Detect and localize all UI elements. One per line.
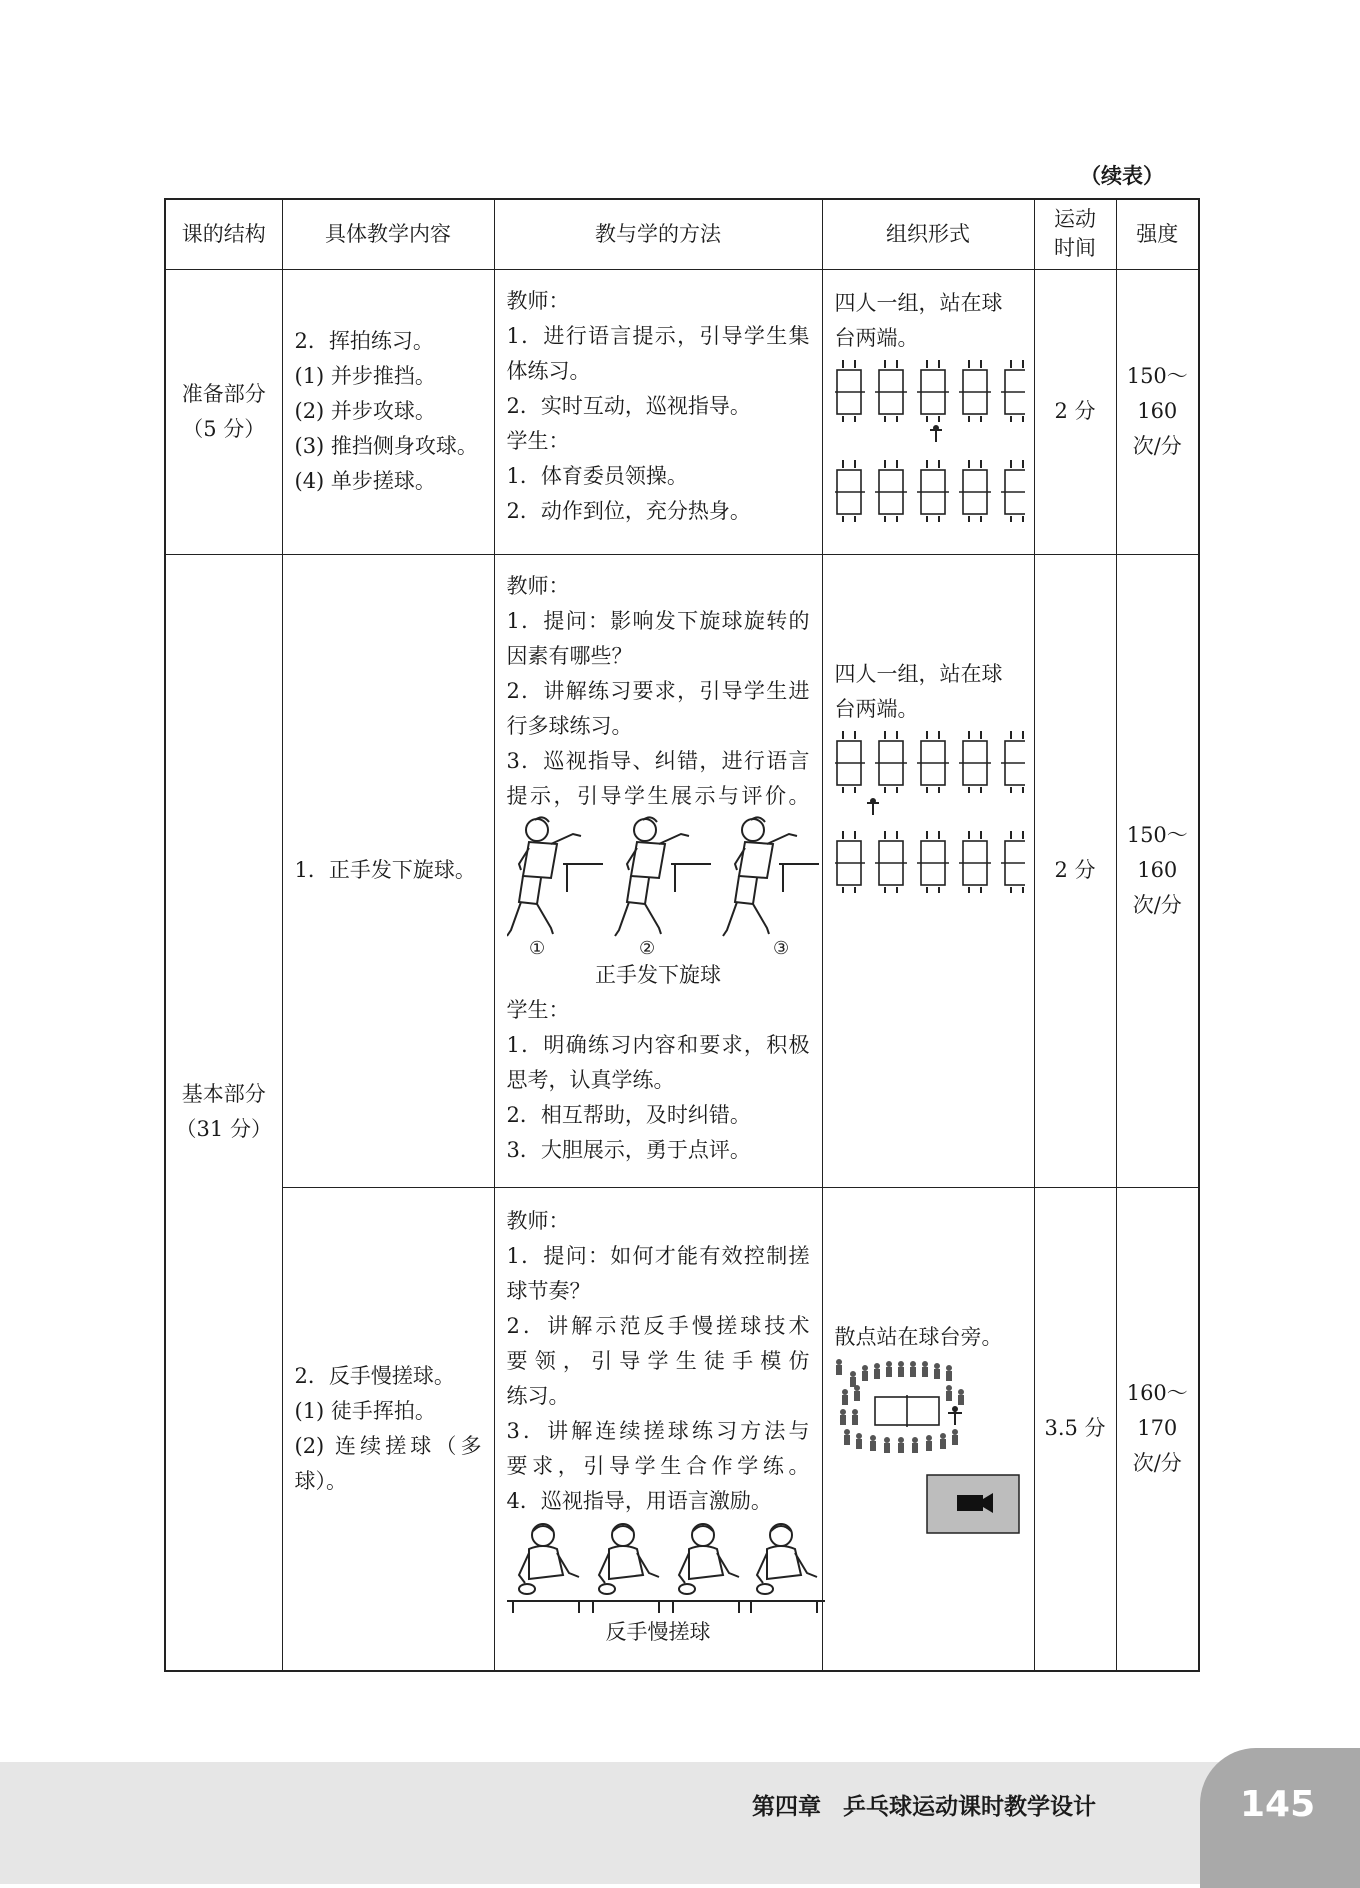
serve-method-line: 1．明确练习内容和要求，积极 [506,1032,810,1057]
chapter-title: 第四章 乒乓球运动课时教学设计 [752,1794,1097,1820]
student-figure-icon [836,1359,842,1375]
prep-intensity-line3: 次/分 [1132,434,1182,458]
figure-label-1: ① [528,937,545,958]
table-tennis-table-icon [835,360,865,422]
header-time-line1: 运动 [1054,207,1096,232]
prep-content-line: (2) 并步攻球。 [294,399,436,423]
prep-org-line1: 四人一组，站在球 [834,290,1003,315]
scatter-formation-diagram [835,1359,1021,1469]
header-time-line2: 时间 [1054,236,1096,261]
serve-intensity-line3: 次/分 [1132,893,1182,917]
chop-method-line: 要领，引导学生徒手模仿 [506,1348,810,1373]
header-content: 具体教学内容 [282,199,494,269]
chop-content-line: 2．反手慢搓球。 [294,1363,455,1388]
prep-structure-cell [165,269,282,554]
figure-label-3: ③ [772,937,789,958]
prep-content-line: 2．挥拍练习。 [294,329,434,353]
header-method: 教与学的方法 [494,199,822,269]
serve-method-line: 1．提问：影响发下旋球旋转的 [506,608,810,633]
chop-method-cell [494,1187,822,1671]
prep-intensity-cell [1116,269,1199,554]
figure-label-2: ② [638,937,655,958]
serve-method-line: 学生： [506,997,570,1022]
chop-intensity-cell [1116,1187,1199,1671]
teacher-icon [930,425,942,442]
prep-method-line: 体练习。 [506,358,591,383]
student-figure-icon [507,1524,587,1613]
chop-method-line: 练习。 [506,1383,570,1408]
teacher-icon [948,1406,962,1425]
prep-method-line: 学生： [506,428,570,453]
chop-method-line: 教师： [506,1208,570,1233]
student-figure-icon [507,817,603,936]
prep-content-line: (1) 并步推挡。 [294,364,436,388]
basic-structure-duration: （31 分） [175,1117,272,1142]
prep-intensity-line2: 160 [1137,399,1178,423]
serve-method-line: 2．相互帮助，及时纠错。 [506,1102,751,1127]
prep-intensity-line1: 150～ [1126,364,1188,388]
prep-structure-title: 准备部分 [181,381,266,406]
chop-row [165,1187,1199,1671]
serve-method-line: 因素有哪些？ [506,643,633,668]
serve-method-line: 3．大胆展示，勇于点评。 [506,1137,751,1162]
basic-structure-cell [165,554,282,1671]
serve-time-cell: 2 分 [1034,554,1116,1187]
prep-method-cell [494,269,822,554]
prep-org-line2: 台两端。 [834,325,919,350]
chop-intensity-line2: 170 [1137,1416,1178,1441]
chop-intensity-line1: 160～ [1126,1381,1188,1406]
chop-content-line: 球）。 [294,1468,347,1493]
header-time [1034,199,1116,269]
prep-time-cell: 2 分 [1034,269,1116,554]
header-intensity: 强度 [1116,199,1199,269]
serve-method-cell [494,554,822,1187]
backhand-chop-caption: 反手慢搓球 [605,1619,711,1644]
serve-org-line2: 台两端。 [834,696,919,721]
prep-method-line: 2．动作到位，充分热身。 [506,498,751,523]
teacher-icon [867,798,879,815]
backhand-chop-figure [507,1519,825,1615]
chop-time-cell: 3.5 分 [1034,1187,1116,1671]
table-formation-diagram [835,360,1025,530]
serve-method-line: 提示，引导学生展示与评价。 [506,783,810,808]
serve-method-line: 2．讲解练习要求，引导学生进 [506,678,810,703]
chop-org-text: 散点站在球台旁。 [834,1325,1003,1350]
header-row [165,199,1199,269]
serve-method-line: 教师： [506,573,570,598]
chop-organization-cell [822,1187,1034,1671]
prep-structure-duration: （5 分） [182,416,266,441]
chop-intensity-line3: 次/分 [1132,1451,1182,1476]
table-tennis-table-icon [875,1395,939,1427]
camera-box [835,1473,1021,1537]
continued-label: （续表） [1080,164,1164,188]
table-formation-diagram [835,731,1025,901]
prep-organization-cell [822,269,1034,554]
serve-method-line: 3．巡视指导、纠错，进行语言 [506,748,810,773]
forehand-serve-figure [507,814,825,958]
footer-band [0,1762,1360,1884]
serve-intensity-cell [1116,554,1199,1187]
serve-intensity-line2: 160 [1137,858,1178,882]
serve-org-line1: 四人一组，站在球 [834,661,1003,686]
chop-content-line: (2) 连续搓球（多 [294,1433,482,1458]
chop-content-cell [282,1187,494,1671]
chop-method-line: 3．讲解连续搓球练习方法与 [506,1418,810,1443]
prep-method-line: 教师： [506,288,570,313]
prep-content-line: (3) 推挡侧身攻球。 [294,434,478,458]
header-organization: 组织形式 [822,199,1034,269]
chop-content-line: (1) 徒手挥拍。 [294,1398,436,1423]
prep-method-line: 1．进行语言提示，引导学生集 [506,323,810,348]
prep-content-cell [282,269,494,554]
serve-row [165,554,1199,1187]
serve-organization-cell [822,554,1034,1187]
prep-content-line: (4) 单步搓球。 [294,469,436,493]
chop-method-line: 2．讲解示范反手慢搓球技术 [506,1313,810,1338]
prep-row [165,269,1199,554]
chop-method-line: 要求，引导学生合作学练。 [506,1453,810,1478]
serve-method-line: 行多球练习。 [506,713,633,738]
chop-method-line: 球节奏？ [506,1278,591,1303]
basic-structure-title: 基本部分 [181,1082,266,1107]
forehand-serve-caption: 正手发下旋球 [595,962,721,987]
prep-method-line: 1．体育委员领操。 [506,463,688,488]
header-structure: 课的结构 [165,199,282,269]
lesson-plan-table [164,198,1200,1672]
serve-content-cell: 1．正手发下旋球。 [282,554,494,1187]
serve-method-line: 思考，认真学练。 [506,1067,675,1092]
page-number: 145 [1240,1784,1316,1825]
chop-method-line: 4．巡视指导，用语言激励。 [506,1488,772,1513]
serve-intensity-line1: 150～ [1126,823,1188,847]
chop-method-line: 1．提问：如何才能有效控制搓 [506,1243,810,1268]
prep-method-line: 2．实时互动，巡视指导。 [506,393,751,418]
